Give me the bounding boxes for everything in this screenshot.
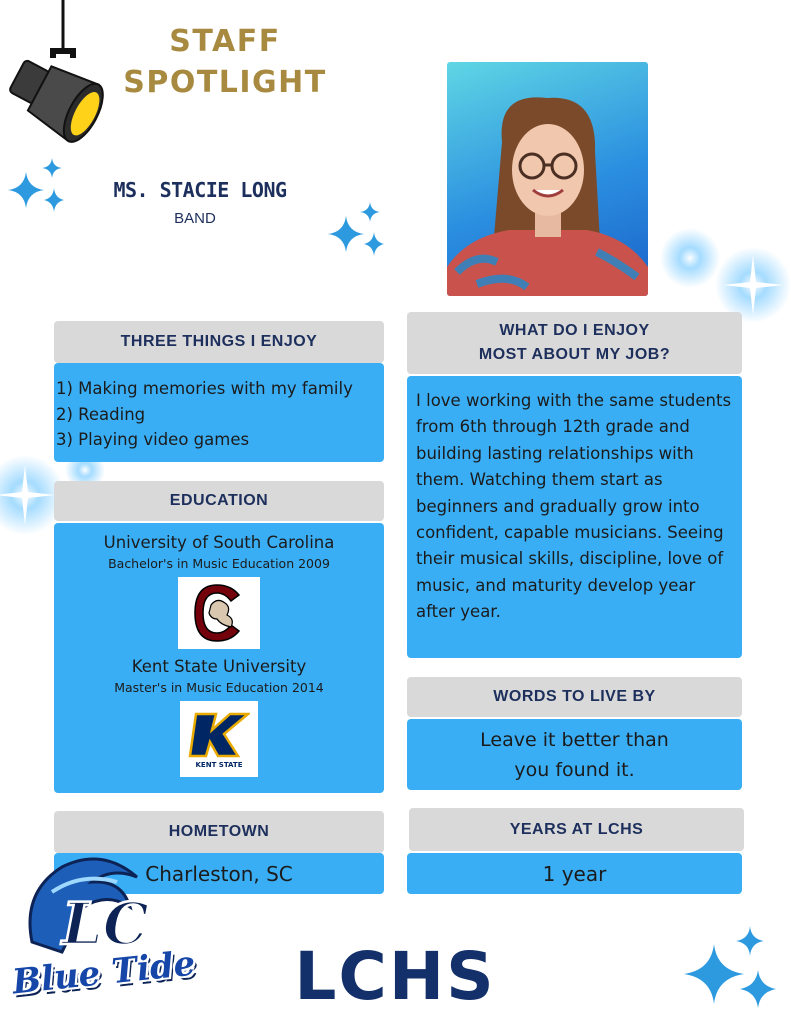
job-heading bbox=[407, 312, 742, 374]
title-line-2: SPOTLIGHT bbox=[123, 65, 327, 100]
motto-line-2: you found it. bbox=[514, 758, 635, 781]
enjoy-box bbox=[54, 363, 384, 462]
university-name: University of South Carolina bbox=[103, 533, 335, 552]
staff-name: MS. STACIE LONG bbox=[113, 178, 287, 202]
title-line-1: STAFF bbox=[169, 24, 281, 59]
years-heading: YEARS AT LCHS bbox=[409, 808, 744, 851]
blue-tide-logo-icon bbox=[22, 852, 172, 962]
education-heading: EDUCATION bbox=[54, 481, 384, 521]
sparkle-icon bbox=[2, 158, 74, 222]
school-wordmark: LCHS bbox=[294, 938, 496, 1015]
blue-tide-wordmark: Blue Tide bbox=[10, 943, 198, 1003]
job-heading-line-1: WHAT DO I ENJOY bbox=[499, 322, 650, 339]
words-box bbox=[407, 719, 742, 790]
sparkle-icon bbox=[674, 926, 786, 1020]
hometown-value: Charleston, SC bbox=[54, 853, 384, 894]
enjoy-list bbox=[54, 363, 384, 453]
job-text: I love working with the same students from 6th through 12th grade and building lasting relationships with them. Watching them start as beginners and gradually grow into confident, capable musicians. Seeing their musical skills, discipline, love of music, and maturity develop year after year. bbox=[416, 391, 732, 622]
years-value: 1 year bbox=[407, 853, 742, 894]
gamecocks-logo-icon bbox=[178, 577, 260, 649]
motto-line-1: Leave it better than bbox=[480, 728, 669, 751]
enjoy-heading: THREE THINGS I ENJOY bbox=[54, 321, 384, 363]
job-box bbox=[407, 376, 742, 658]
list-item: 2) Reading bbox=[56, 404, 146, 424]
job-heading-line-2: MOST ABOUT MY JOB? bbox=[478, 346, 671, 363]
words-heading: WORDS TO LIVE BY bbox=[407, 677, 742, 717]
page-title bbox=[100, 24, 350, 100]
kent-state-logo-icon bbox=[180, 701, 258, 777]
degree-label: Bachelor's in Music Education 2009 bbox=[108, 556, 330, 571]
list-item: 1) Making memories with my family bbox=[56, 379, 353, 398]
university-name: Kent State University bbox=[131, 657, 307, 676]
department-label: BAND bbox=[174, 210, 216, 227]
portrait-illustration bbox=[447, 62, 648, 296]
lc-monogram: LC bbox=[62, 890, 149, 958]
sparkle-icon bbox=[322, 202, 394, 264]
spotlight-icon bbox=[0, 0, 110, 150]
list-item: 3) Playing video games bbox=[56, 430, 250, 449]
kent-state-logo-text: KENT STATE bbox=[195, 760, 243, 769]
education-box bbox=[54, 523, 384, 793]
hometown-heading: HOMETOWN bbox=[54, 811, 384, 853]
staff-photo bbox=[447, 62, 648, 296]
degree-label: Master's in Music Education 2014 bbox=[114, 680, 324, 695]
